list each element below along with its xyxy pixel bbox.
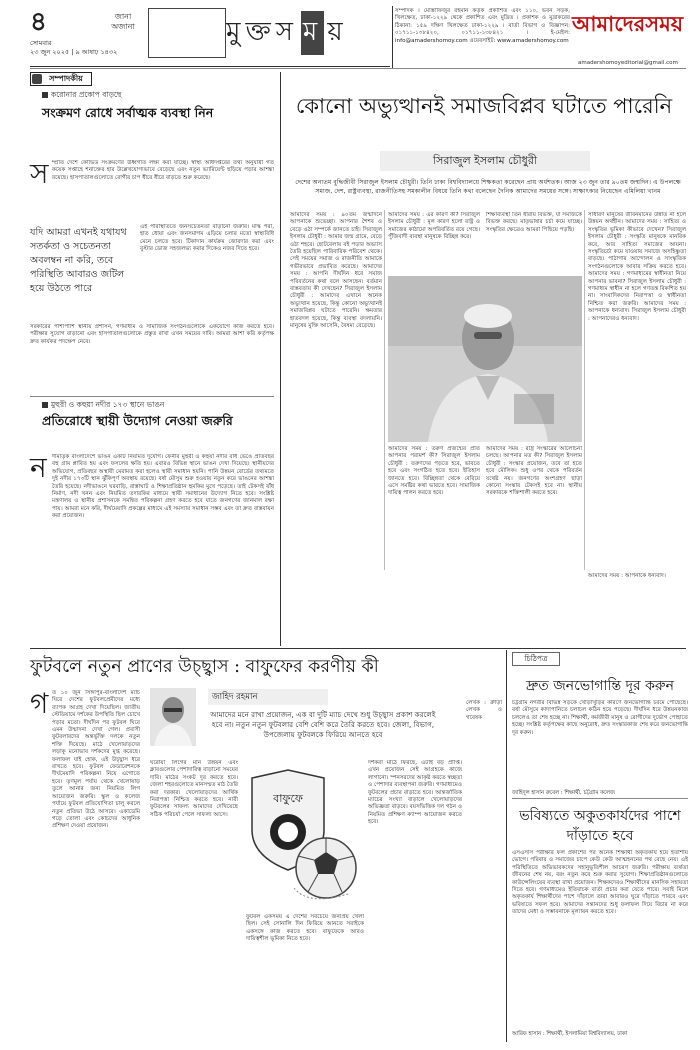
football-author-note: লেখক : ক্রীড়া লেখক ও গবেষক bbox=[466, 700, 502, 721]
editorial-kicker bbox=[42, 400, 164, 412]
letter-signature: জাহিদুল হাসান রুবেল : শিক্ষার্থী, চট্টগ্রাম কলেজ bbox=[512, 790, 615, 796]
letter-body: এসএসসি পরীক্ষার ফল প্রকাশের পর অনেক শিক্ষার্থী অকৃতকার্য হয়ে হতাশায় ভোগে। পরিবার ও সমাজের চাপে কেউ কেউ আত্মহননের পথ বেছে নেয়। এই পরিস্থিতিতে অভিভাবকদের সহানুভূতিশীল আচরণ জরুরি। পরীক্ষায় ব্যর্থতা জীবনের শেষ নয়, বরং নতুন করে শুরু করার সুযোগ। শিক্ষাপ্রতিষ্ঠানগুলোতে কাউন্সেলিংয়ের ব্যবস্থা রাখা প্রয়োজন। শিক্ষকদেরও শিক্ষার্থীদের মানসিক সহায়তা দিতে হবে। গণমাধ্যমেও ইতিবাচক বার্তা প্রচার করা যেতে পারে। সবাই মিলে অকৃতকার্য শিক্ষার্থীদের পাশে দাঁড়ালে তারা আবারও ঘুরে দাঁড়াতে পারবে এবং ভবিষ্যতে সফল হবে। আমাদের সন্তানদের শুধু ফলাফল দিয়ে বিচার না করে তাদের মেধা ও সম্ভাবনাকে মূল্যায়ন করতে হবে। bbox=[512, 850, 688, 916]
kicker-text: করোনার প্রকোপ বাড়ছে bbox=[51, 90, 122, 99]
letters-badge: চিঠিপত্র bbox=[512, 652, 560, 666]
bullet-square-icon bbox=[42, 92, 48, 98]
header-divider bbox=[392, 6, 393, 68]
football-intro: আমাদের মনে রাখা প্রয়োজন, এক বা দুটি ম্যাচ দেখে শুধু উচ্ছ্বাস প্রকাশ করলেই হবে না। নতুন নতুন ফুটবলার বেশি বেশি করে তৈরি করতে হবে। জেলা, বিভাগ, উপজেলায় ফুটবলকে ফিরিয়ে আনতে হবে bbox=[210, 710, 436, 739]
editorial-badge: সম্পাদকীয় bbox=[30, 72, 92, 86]
portrait-illustration bbox=[388, 276, 582, 442]
football-column: ত ১০ জুন সিঙ্গাপুর-বাংলাদেশ ম্যাচ ঘিরে দেশের ফুটবলপ্রেমীদের মধ্যে ব্যাপক আগ্রহ দেখা দিয়েছিল। জাতীয় স্টেডিয়ামে দর্শকের উপস্থিতি ছিল চোখে পড়ার মতো। দীর্ঘদিন পর ফুটবল ঘিরে এমন উন্মাদনা দেখা গেল। প্রবাসী ফুটবলারদের অন্তর্ভুক্তি দলকে নতুন শক্তি দিয়েছে। মাঠে খেলোয়াড়দের লড়াকু মনোভাব দর্শকদের মুগ্ধ করেছে। ফলাফল যাই হোক, এই উচ্ছ্বাস ধরে রাখতে হবে। ফুটবল ফেডারেশনকে দীর্ঘমেয়াদি পরিকল্পনা নিয়ে এগোতে হবে। তৃণমূল পর্যায় থেকে খেলোয়াড় তুলে আনার জন্য নিয়মিত লিগ আয়োজন জরুরি। স্কুল ও কলেজ পর্যায়ে ফুটবল প্রতিযোগিতা চালু করলে নতুন প্রতিভা উঠে আসবে। একাডেমি গড়ে তোলা এবং কোচদের আধুনিক প্রশিক্ষণ দেওয়া প্রয়োজন। bbox=[52, 690, 140, 830]
weekday: সোমবার bbox=[30, 39, 52, 47]
header-rule bbox=[30, 66, 390, 67]
football-author: জাহিদ রহমান bbox=[208, 689, 328, 705]
editorial-headline: প্রতিরোধে স্থায়ী উদ্যোগ নেওয়া জরুরি bbox=[42, 413, 233, 428]
letter-body: চট্টগ্রাম নগরীর বিভিন্ন সড়কে খোঁড়াখুঁড়ির কারণে জনভোগান্তি চরমে পৌঁছেছে। বর্ষা মৌসুমে কাদাপানিতে চলাচল কঠিন হয়ে পড়েছে। দীর্ঘদিন ধরে উন্নয়নকাজ চললেও তা শেষ হচ্ছে না। শিক্ষার্থী, কর্মজীবী মানুষ ও রোগীদের দুর্ভোগ পোহাতে হচ্ছে। সংশ্লিষ্ট কর্তৃপক্ষের কাছে অনুরোধ, দ্রুত সংস্কারকাজ শেষ করে জনভোগান্তি দূর করুন। bbox=[512, 700, 688, 736]
letter-headline: ভবিষ্যতে অকুতকার্যদের পাশে দাঁড়াতে হবে bbox=[519, 808, 681, 844]
feature-byline: সিরাজুল ইসলাম চৌধুরী bbox=[380, 151, 590, 171]
letter-signature: আরিফ হাসান : শিক্ষার্থী, ইসলামিয়া বিশ্ববিদ্যালয়, ঢাকা bbox=[512, 1031, 628, 1037]
letters-divider bbox=[512, 798, 688, 799]
feature-column: আমাদের সময় : ৯০তম জন্মদিনে আপনাকে শুভেচ্ছা। আপনার শৈশব ও বেড়ে ওঠা সম্পর্কে জানতে চাই। সিরাজুল ইসলাম চৌধুরী : আমার জন্ম গ্রামে, বেড়ে ওঠা শহরে। ছোটবেলায় বই পড়ার অভ্যাস তৈরি হয়েছিল পারিবারিক পরিবেশ থেকে। সেই সময়ের সমাজ ও রাজনীতি আমাকে গভীরভাবে প্রভাবিত করেছে। আমাদের সময় : আপনি দীর্ঘদিন ধরে সমাজ পরিবর্তনের কথা বলে আসছেন। বর্তমান বাস্তবতায় কী দেখছেন? সিরাজুল ইসলাম চৌধুরী : আমাদের এখানে অনেক অভ্যুত্থান হয়েছে, কিন্তু কোনো অভ্যুত্থানই সমাজবিপ্লব ঘটাতে পারেনি। ক্ষমতার হাতবদল হয়েছে, কিন্তু ব্যবস্থা বদলায়নি। মানুষের মুক্তি আসেনি, বৈষম্য বেড়েছে। bbox=[290, 212, 382, 330]
section-letter: ক্ত bbox=[245, 17, 276, 47]
feature-column: আমাদের সময় : তরুণ প্রজন্মের প্রতি আপনার পরামর্শ কী? সিরাজুল ইসলাম চৌধুরী : তরুণদের পড়তে হবে, ভাবতে হবে এবং সংগঠিত হতে হবে। ইতিহাস জানতে হবে। বিচ্ছিন্নতা থেকে বেরিয়ে এসে সমষ্টির কথা ভাবতে হবে। সামাজিক দায়িত্ব পালন করতে হবে। bbox=[388, 446, 480, 497]
section-letter: মু bbox=[226, 17, 246, 47]
section-title bbox=[226, 8, 348, 58]
feature-column: আমাদের সময় : রাষ্ট্র সংস্কারের আলোচনা চলছে। আপনার মত কী? সিরাজুল ইসলাম চৌধুরী : সংস্কার প্রয়োজন, তবে তা হতে হবে মৌলিক। শুধু ওপর থেকে পরিবর্তন যথেষ্ট নয়। জনগণের অংশগ্রহণ ছাড়া কোনো সংস্কার টেকসই হবে না। স্থানীয় সরকারকে শক্তিশালী করতে হবে। bbox=[486, 446, 582, 497]
football-headline: ফুটবলে নতুন প্রাণের উচ্ছ্বাস : বাফুফের করণীয় কী bbox=[30, 657, 379, 677]
feature-col-rule-2 bbox=[584, 210, 585, 570]
kicker-text: মুহুরী ও কহুয়া নদীর ১৭৩ স্থানে ভাঙন bbox=[51, 400, 165, 409]
column-divider-editorial bbox=[280, 72, 281, 646]
section-box bbox=[148, 8, 226, 58]
feature-intro: দেশের অন্যতম বুদ্ধিজীবী সিরাজুল ইসলাম চৌধুরী। তিনি ঢাকা বিশ্ববিদ্যালয়ে শিক্ষকতা করেছেন প্রায় অর্ধশতক। আজ ২৩ জুন তার ৯০তম জন্মদিন। এ উপলক্ষে সমাজ, দেশ, রাষ্ট্রব্যবস্থা, রাজনীতিসহ সমকালীন বিষয়ে তিনি কথা বলেছেন দৈনিক আমাদের সময়ের সঙ্গে। সাক্ষাৎকার নিয়েছেন এমিলিয়া খানম bbox=[295, 179, 681, 195]
mid-rule bbox=[30, 648, 686, 649]
football-column: ঘরোয়া লিগের মান উন্নয়ন এবং ক্লাবগুলোর পেশাদারিত্ব বাড়ানো সময়ের দাবি। মাঠের সংকট দূর করতে হবে। জেলা শহরগুলোতে মানসম্মত মাঠ তৈরি করা দরকার। খেলোয়াড়দের আর্থিক নিরাপত্তা নিশ্চিত করতে হবে। নারী ফুটবলের সাফল্য আমাদের দেখিয়েছে সঠিক পরিচর্যা পেলে সাফল্য আসে। bbox=[150, 760, 238, 818]
feature-column: শিক্ষাব্যবস্থা তিন ধারায় বিভক্ত, যা সমাজকে বিভক্ত করছে। মাতৃভাষার চর্চা কমে যাচ্ছে। সংস্কৃতির ক্ষেত্রেও আমরা পিছিয়ে পড়ছি। bbox=[486, 212, 582, 233]
federation-logo-text: বাফুফে bbox=[273, 792, 303, 805]
author-photo bbox=[150, 688, 196, 746]
editorial-body: সরকারের পাশাপাশি স্থানীয় প্রশাসন, গণমাধ্যম ও সামাজিক সংগঠনগুলোকে একযোগে কাজ করতে হবে। পরীক্ষার সুযোগ বাড়ানো এবং হাসপাতালগুলোকে প্রস্তুত রাখা এখন সময়ের দাবি। আমরা আশা করি কর্তৃপক্ষ দ্রুত কার্যকর পদক্ষেপ নেবে। bbox=[30, 324, 274, 345]
logo-text: আমাদেরসময় bbox=[572, 11, 684, 36]
dropcap: ন bbox=[30, 451, 47, 484]
feature-col-rule-1 bbox=[384, 210, 385, 570]
feature-headline: কোনো অভ্যুত্থানই সমাজবিপ্লব ঘটাতে পারেনি bbox=[295, 94, 673, 118]
section-letter-highlight: ম bbox=[301, 11, 324, 55]
football-illustration bbox=[238, 760, 366, 910]
feature-end-line: আমাদের সময় : আপনাকে ধন্যবাদ। bbox=[588, 573, 666, 579]
letter-headline: দ্রুত জনভোগান্তি দূর করুন bbox=[526, 678, 674, 694]
imprint-note: সম্পাদক । মোস্তাফিজুর রহমান কর্তৃক প্রকাশিত এবং ১১০, ভবন সড়ক, খিলক্ষেত, ঢাকা-১২২৯ থেকে প্রকাশিত এবং মুদ্রিত । প্রকাশক ও মুদ্রাকরের ঠিকানা: ১৫৯ দক্ষিণ খিলক্ষেত ঢাকা-১২২৯ । বার্তা বিভাগ ও বিজ্ঞাপন: ০১৭১১-১৩৮৪২০, ০১৭১১-১৩৮৪২১ । ই-মেইল: info@amadershomoy.com ওয়েবসাইট: www.amadershomoy.com bbox=[395, 8, 570, 44]
section-letter: য় bbox=[327, 17, 348, 47]
date-line: ২৩ জুন ২০২৫ | ৯ আষাঢ় ১৪৩২ bbox=[30, 48, 118, 56]
editorial-divider bbox=[30, 396, 274, 397]
page-number: ৪ bbox=[30, 7, 47, 37]
editorial-body: দীমাতৃক বাংলাদেশে ভাঙন একটি নিয়মিত দুর্যোগ। ফেনীর মুহুরী ও কহুয়া নদীর বাঁধ ভেঙে প্রতিবছর বহু গ্রাম প্লাবিত হয় এবং ফসলের ক্ষতি হয়। এবারও বিভিন্ন স্থানে ভাঙন দেখা দিয়েছে। স্থানীয়দের অভিযোগ, প্রতিবছর অস্থায়ী মেরামত করা হলেও স্থায়ী সমাধান হয়নি। পানি উন্নয়ন বোর্ডের তথ্যমতে দুই নদীর ১৭৩টি স্থান ঝুঁকিপূর্ণ অবস্থায় রয়েছে। বর্ষা মৌসুম শুরু হওয়ায় নতুন করে ভাঙনের আশঙ্কা তৈরি হয়েছে। নদীভাঙনে ঘরবাড়ি, রাস্তাঘাট ও শিক্ষাপ্রতিষ্ঠান হুমকির মুখে পড়েছে। তাই টেকসই বাঁধ নির্মাণ, নদী খনন এবং নিয়মিত তদারকির মাধ্যমে স্থায়ী সমাধানের উদ্যোগ নিতে হবে। সংশ্লিষ্ট মন্ত্রণালয় ও স্থানীয় প্রশাসনকে সমন্বিত পরিকল্পনা গ্রহণ করতে হবে যাতে জনগণের জানমাল রক্ষা পায়। আমরা মনে করি, দীর্ঘমেয়াদি প্রকল্পের মাধ্যমে এই সমস্যার সমাধান সম্ভব এবং তা দ্রুত বাস্তবায়ন করা প্রয়োজন। bbox=[52, 454, 274, 520]
editorial-badge-icon bbox=[32, 74, 42, 84]
section-tagline: জানা অজানা bbox=[111, 12, 135, 31]
editorial-kicker bbox=[42, 90, 122, 102]
football-column: ফুটবল একসময় এ দেশের সবচেয়ে জনপ্রিয় খেলা ছিল। সেই সোনালি দিন ফিরিয়ে আনতে সবাইকে একসঙ্গে কাজ করতে হবে। বাফুফেকে আরও দায়িত্বশীল ভূমিকা নিতে হবে। bbox=[246, 914, 364, 943]
newspaper-logo bbox=[572, 8, 692, 48]
top-rule bbox=[30, 68, 686, 69]
feature-column: আমাদের সময় : এর কারণ কী? সিরাজুল ইসলাম চৌধুরী : মূল কারণ হলো রাষ্ট্র ও সমাজের কাঠামো অপরিবর্তিত রয়ে গেছে। পুঁজিবাদী ব্যবস্থা মানুষকে বিচ্ছিন্ন করে। bbox=[388, 212, 480, 241]
editorial-body: ম্প্রতি দেশে কোভিড সংক্রমণের ঊর্ধ্বগতি লক্ষ্য করা যাচ্ছে। স্বাস্থ্য অধিদপ্তরের তথ্য অনুযায়ী গত কয়েক সপ্তাহে শনাক্তের হার উল্লেখযোগ্যভাবে বেড়েছে এবং নতুন ভ্যারিয়েন্ট ছড়িয়ে পড়ার আশঙ্কা রয়েছে। হাসপাতালগুলোতে রোগীর চাপ ধীরে ধীরে বাড়তে শুরু করেছে। bbox=[52, 160, 274, 181]
dropcap: স bbox=[30, 157, 49, 190]
author-illustration bbox=[150, 688, 196, 746]
section-letter: স bbox=[275, 17, 298, 47]
editorial-email: amadershomoyeditorial@gmail.com bbox=[578, 60, 678, 66]
editorial-body: এই পরিস্থিতিতে জনসচেতনতা বাড়ানো জরুরি। মাস্ক পরা, হাত ধোয়া এবং জনসমাগম এড়িয়ে চলার মতো স্বাস্থ্যবিধি মেনে চলতে হবে। টিকাদান কার্যক্রম জোরদার করা এবং বুস্টার ডোজ সহজলভ্য করার দিকেও নজর দিতে হবে। bbox=[140, 224, 274, 253]
column-divider-letters bbox=[506, 650, 507, 1042]
portrait-photo bbox=[388, 276, 582, 442]
feature-column: সাধারণ মানুষের জীবনমানের উন্নতি না হলে উন্নয়ন অর্থহীন। আমাদের সময় : সাহিত্য ও সংস্কৃতির ভূমিকা কীভাবে দেখেন? সিরাজুল ইসলাম চৌধুরী : সংস্কৃতি মানুষকে মানবিক করে, আর সাহিত্য সমাজের আয়না। সংস্কৃতিচর্চা কমে যাওয়ায় সমাজে অসহিষ্ণুতা বাড়ছে। পাঠাগার আন্দোলন ও সাংস্কৃতিক সংগঠনগুলোকে আবার সক্রিয় করতে হবে। আমাদের সময় : গণমাধ্যমের স্বাধীনতা নিয়ে আপনার ভাবনা? সিরাজুল ইসলাম চৌধুরী : গণমাধ্যম স্বাধীন না হলে গণতন্ত্র বিকশিত হয় না। সাংবাদিকদের নিরাপত্তা ও স্বাধীনতা নিশ্চিত করা জরুরি। আমাদের সময় : আপনাকে ধন্যবাদ। সিরাজুল ইসলাম চৌধুরী : আপনাদেরও ধন্যবাদ। bbox=[588, 212, 686, 322]
pull-quote: যদি আমরা এখনই যথাযথ সতর্কতা ও সচেতনতা অবলম্বন না করি, তবে পরিস্থিতি আবারও জটিল হয়ে উঠতে পারে bbox=[30, 227, 127, 294]
federation-logo-and-ball bbox=[238, 760, 366, 910]
dropcap: গ bbox=[30, 687, 49, 720]
football-column: দর্শকরা মাঠে ফিরছে, এটাই বড় প্রাপ্তি। এখন প্রয়োজন সেই আগ্রহকে কাজে লাগানো। স্পনসরদের আকৃষ্ট করতে স্বচ্ছতা ও পেশাদার ব্যবস্থাপনা জরুরি। গণমাধ্যমেও ফুটবলের প্রচার বাড়াতে হবে। আন্তর্জাতিক ম্যাচের সংখ্যা বাড়ালে খেলোয়াড়দের অভিজ্ঞতা বাড়বে। বয়সভিত্তিক দল গঠন ও নিয়মিত প্রশিক্ষণ ক্যাম্প আয়োজন করতে হবে। bbox=[368, 760, 462, 826]
bullet-square-icon bbox=[42, 402, 48, 408]
editorial-headline: সংক্রমণ রোধে সর্বাত্মক ব্যবস্থা নিন bbox=[42, 105, 214, 120]
